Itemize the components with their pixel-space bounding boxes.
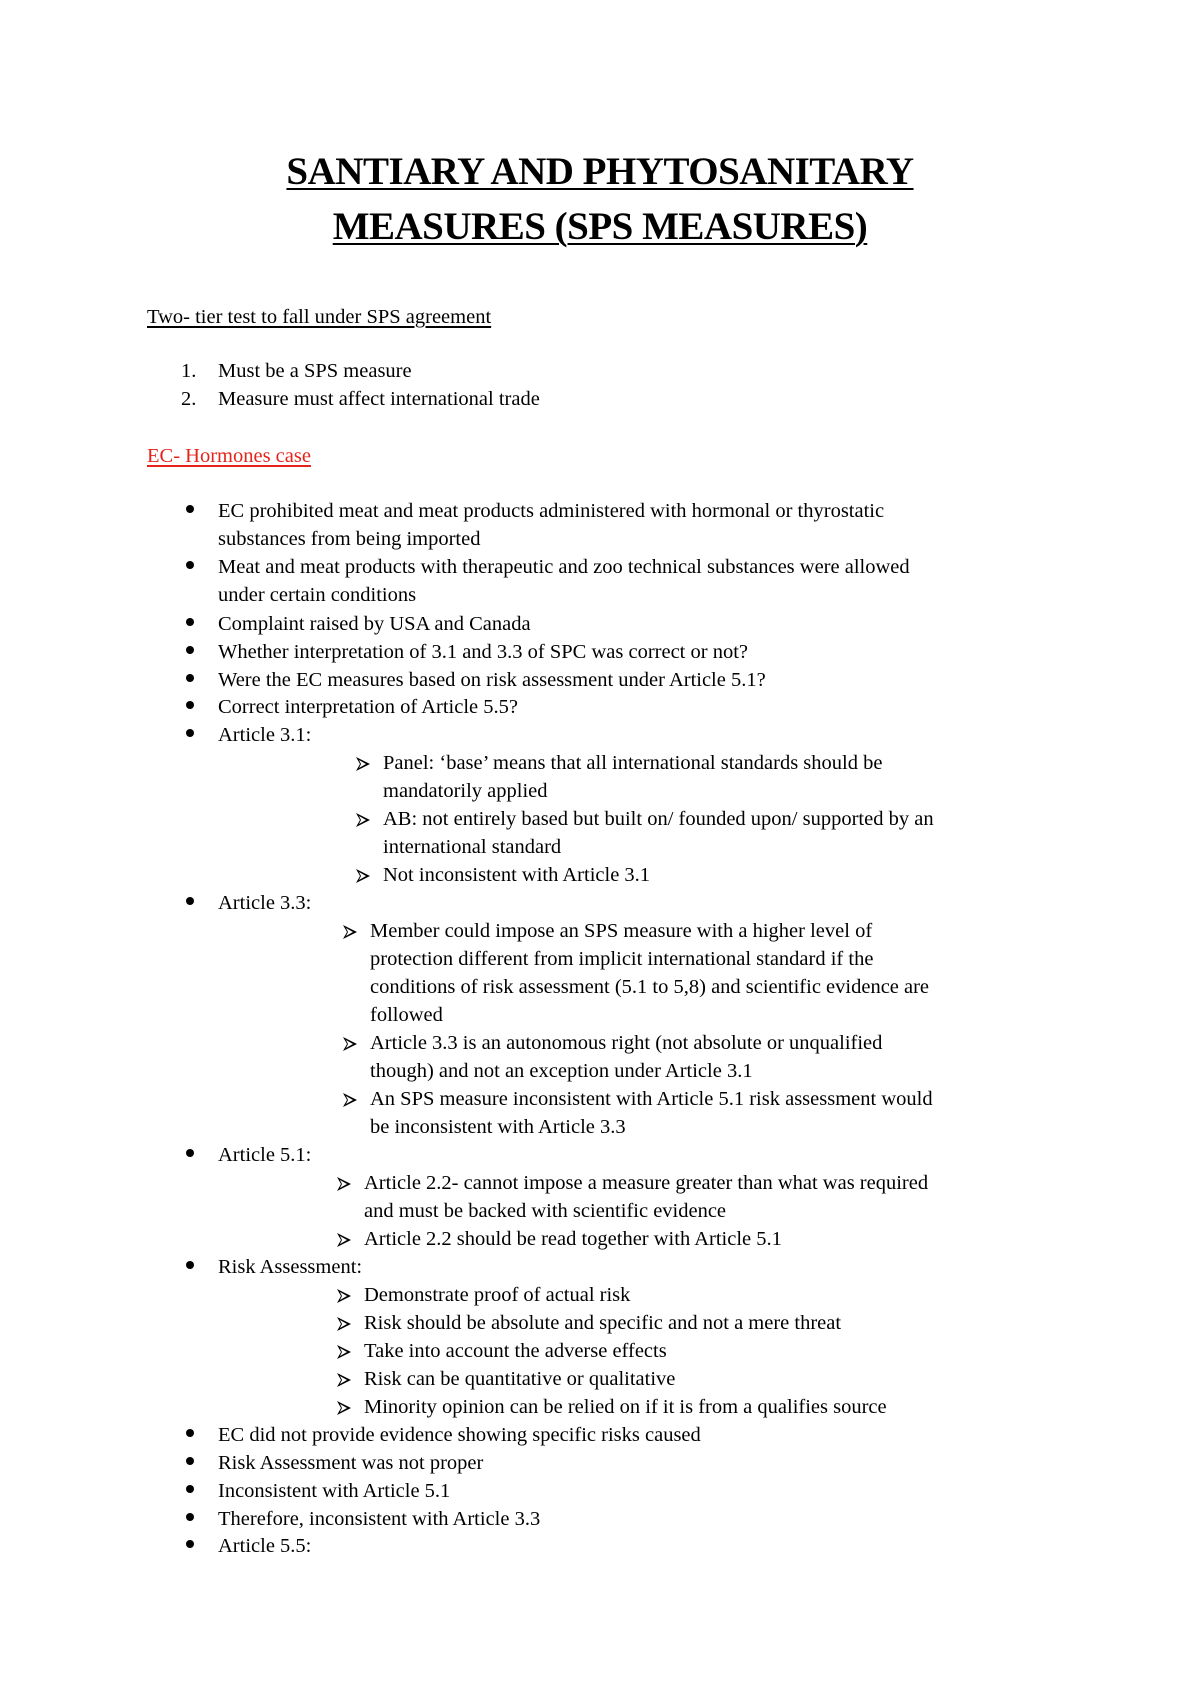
arrow-bullet-icon bbox=[336, 1288, 352, 1304]
arrow-bullet-icon bbox=[336, 1372, 352, 1388]
arrow-bullet-icon bbox=[336, 1232, 352, 1248]
list-item: Article 3.1: bbox=[218, 724, 312, 746]
arrow-bullet-icon bbox=[342, 1092, 358, 1108]
bullet-icon bbox=[186, 1540, 194, 1548]
list-item: Article 3.3: bbox=[218, 892, 312, 914]
list-item: Meat and meat products with therapeutic and zoo technical substances were allowed bbox=[218, 556, 910, 578]
sub-list-item: Minority opinion can be relied on if it is from a qualifies source bbox=[364, 1396, 887, 1418]
bullet-icon bbox=[186, 1457, 194, 1465]
bullet-icon bbox=[186, 674, 194, 682]
bullet-icon bbox=[186, 1513, 194, 1521]
sub-list-item-continuation: and must be backed with scientific evidence bbox=[364, 1200, 727, 1222]
sub-list-item: Article 2.2- cannot impose a measure greater than what was required bbox=[364, 1172, 929, 1194]
list-item-continuation: substances from being imported bbox=[218, 528, 481, 550]
sub-list-item-continuation: be inconsistent with Article 3.3 bbox=[370, 1116, 626, 1138]
list-item: Measure must affect international trade bbox=[218, 388, 540, 410]
sub-list-item: Article 2.2 should be read together with Article 5.1 bbox=[364, 1228, 782, 1250]
sub-list-item: An SPS measure inconsistent with Article 5.1 risk assessment would bbox=[370, 1088, 933, 1110]
bullet-icon bbox=[186, 897, 194, 905]
sub-list-item: Demonstrate proof of actual risk bbox=[364, 1284, 631, 1306]
list-item: EC did not provide evidence showing specific risks caused bbox=[218, 1424, 701, 1446]
list-item: Correct interpretation of Article 5.5? bbox=[218, 696, 518, 718]
arrow-bullet-icon bbox=[336, 1316, 352, 1332]
list-item: Article 5.1: bbox=[218, 1144, 312, 1166]
list-item-number: 2. bbox=[181, 388, 197, 410]
bullet-icon bbox=[186, 561, 194, 569]
bullet-icon bbox=[186, 1429, 194, 1437]
sub-list-item: Article 3.3 is an autonomous right (not absolute or unqualified bbox=[370, 1032, 883, 1054]
section-heading-two-tier-test: Two- tier test to fall under SPS agreement bbox=[147, 306, 492, 328]
list-item: Risk Assessment was not proper bbox=[218, 1452, 484, 1474]
sub-list-item: Not inconsistent with Article 3.1 bbox=[383, 864, 651, 886]
sub-list-item: Risk should be absolute and specific and not a mere threat bbox=[364, 1312, 842, 1334]
arrow-bullet-icon bbox=[342, 924, 358, 940]
list-item: EC prohibited meat and meat products administered with hormonal or thyrostatic bbox=[218, 500, 885, 522]
sub-list-item: AB: not entirely based but built on/ founded upon/ supported by an bbox=[383, 808, 934, 830]
list-item-continuation: under certain conditions bbox=[218, 584, 417, 606]
document-title-line2: MEASURES (SPS MEASURES) bbox=[332, 205, 868, 248]
sub-list-item-continuation: protection different from implicit international standard if the bbox=[370, 948, 874, 970]
list-item: Risk Assessment: bbox=[218, 1256, 363, 1278]
list-item: Must be a SPS measure bbox=[218, 360, 412, 382]
bullet-icon bbox=[186, 646, 194, 654]
arrow-bullet-icon bbox=[336, 1400, 352, 1416]
sub-list-item-continuation: though) and not an exception under Article 3.1 bbox=[370, 1060, 753, 1082]
bullet-icon bbox=[186, 505, 194, 513]
list-item: Were the EC measures based on risk assessment under Article 5.1? bbox=[218, 669, 766, 691]
bullet-icon bbox=[186, 1149, 194, 1157]
sub-list-item: Take into account the adverse effects bbox=[364, 1340, 667, 1362]
list-item: Whether interpretation of 3.1 and 3.3 of SPC was correct or not? bbox=[218, 641, 748, 663]
section-heading-ec-hormones-case: EC- Hormones case bbox=[147, 445, 311, 467]
list-item-number: 1. bbox=[181, 360, 197, 382]
arrow-bullet-icon bbox=[355, 868, 371, 884]
arrow-bullet-icon bbox=[336, 1344, 352, 1360]
sub-list-item: Risk can be quantitative or qualitative bbox=[364, 1368, 676, 1390]
bullet-icon bbox=[186, 618, 194, 626]
list-item: Therefore, inconsistent with Article 3.3 bbox=[218, 1508, 541, 1530]
list-item: Complaint raised by USA and Canada bbox=[218, 613, 531, 635]
arrow-bullet-icon bbox=[355, 756, 371, 772]
arrow-bullet-icon bbox=[336, 1176, 352, 1192]
bullet-icon bbox=[186, 1261, 194, 1269]
arrow-bullet-icon bbox=[355, 812, 371, 828]
sub-list-item: Member could impose an SPS measure with a higher level of bbox=[370, 920, 873, 942]
arrow-bullet-icon bbox=[342, 1036, 358, 1052]
bullet-icon bbox=[186, 701, 194, 709]
sub-list-item-continuation: mandatorily applied bbox=[383, 780, 548, 802]
bullet-icon bbox=[186, 1485, 194, 1493]
sub-list-item-continuation: conditions of risk assessment (5.1 to 5,8) and scientific evidence are bbox=[370, 976, 930, 998]
list-item: Inconsistent with Article 5.1 bbox=[218, 1480, 451, 1502]
sub-list-item: Panel: ‘base’ means that all international standards should be bbox=[383, 752, 883, 774]
sub-list-item-continuation: international standard bbox=[383, 836, 562, 858]
list-item: Article 5.5: bbox=[218, 1535, 312, 1557]
document-title-line1: SANTIARY AND PHYTOSANITARY bbox=[286, 150, 914, 193]
bullet-icon bbox=[186, 729, 194, 737]
sub-list-item-continuation: followed bbox=[370, 1004, 443, 1026]
